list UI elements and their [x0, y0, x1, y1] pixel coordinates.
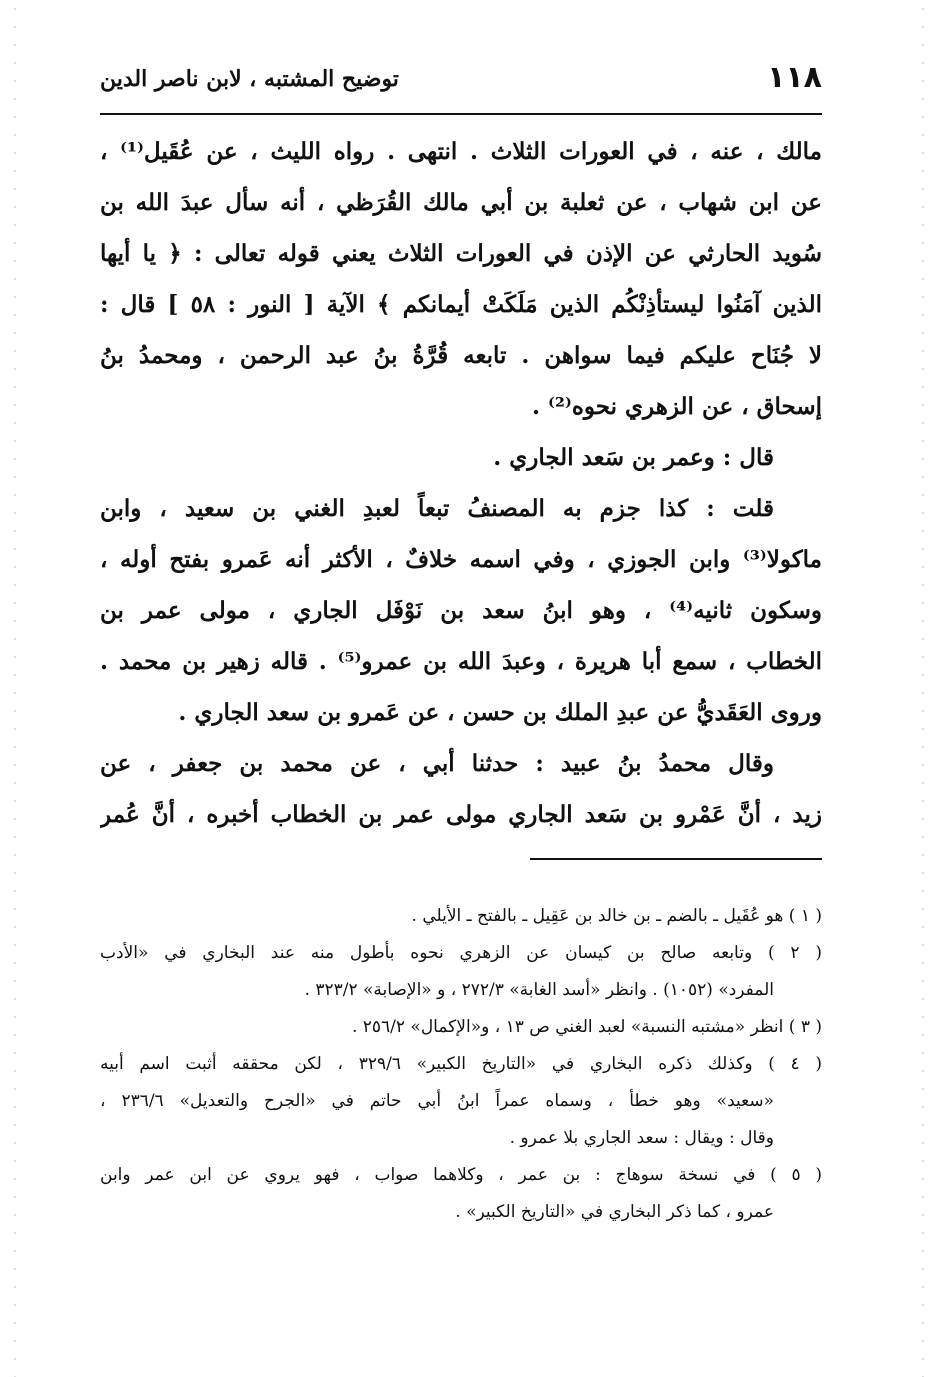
- text-line: وسكون ثانيه⁽⁴⁾ ، وهو ابنُ سعد بن نَوْفَل الجاري ، مولى عمر بن: [100, 597, 822, 624]
- footnote-line: ( ٣ ) انظر «مشتبه النسبة» لعبد الغني ص ١٣ ، و«الإكمال» ٢٥٦/٢ .: [351, 1017, 822, 1037]
- running-title: توضيح المشتبه ، لابن ناصر الدين: [100, 66, 399, 92]
- footnote-line: المفرد» (١٠٥٢) . وانظر «أسد الغابة» ٢٧٢/٣ ، و «الإصابة» ٣٢٣/٢ .: [304, 980, 774, 1000]
- footnote-line: ( ١ ) هو عُقَيل ـ بالضم ـ بن خالد بن عَقِيل ـ بالفتح ـ الأيلي .: [411, 906, 822, 926]
- footnotes: [100, 898, 822, 1231]
- text-line: الخطاب ، سمع أبا هريرة ، وعبدَ الله بن عمرو⁽⁵⁾ . قاله زهير بن محمد .: [100, 648, 822, 675]
- text-line: وقال محمدُ بنُ عبيد : حدثنا أبي ، عن محمد بن جعفر ، عن: [100, 750, 774, 777]
- text-line: إسحاق ، عن الزهري نحوه⁽²⁾ .: [532, 393, 822, 420]
- footnote-line: «سعيد» وهو خطأ ، وسماه عمراً ابنُ أبي حاتم في «الجرح والتعديل» ٢٣٦/٦ ،: [100, 1091, 774, 1111]
- footnote-rule: [530, 858, 822, 860]
- footnote-line: ( ٤ ) وكذلك ذكره البخاري في «التاريخ الكبير» ٣٢٩/٦ ، لكن محققه أثبت اسم أبيه: [100, 1054, 822, 1074]
- text-line: الذين آمَنُوا ليستأذِنْكُم الذين مَلَكَتْ أيمانكم ﴾ الآية [ النور : ٥٨ ] قال :: [100, 291, 822, 318]
- footnote-line: وقال : ويقال : سعد الجاري بلا عمرو .: [509, 1128, 774, 1148]
- text-line: مالك ، عنه ، في العورات الثلاث . انتهى . رواه الليث ، عن عُقَيل⁽¹⁾ ،: [100, 138, 822, 165]
- text-line: لا جُنَاح عليكم فيما سواهن . تابعه قُرَّةُ بنُ عبد الرحمن ، ومحمدُ بنُ: [100, 342, 822, 369]
- text-line: ماكولا⁽³⁾ وابن الجوزي ، وفي اسمه خلافٌ ، الأكثر أنه عَمرو بفتح أوله ،: [100, 546, 822, 573]
- scan-margin-right: [922, 0, 924, 1377]
- text-line: وروى العَقَديُّ عن عبدِ الملك بن حسن ، عن عَمرو بن سعد الجاري .: [178, 699, 822, 726]
- page-number: ١١٨: [767, 60, 822, 95]
- page-header: [100, 52, 822, 112]
- text-line: قال : وعمر بن سَعد الجاري .: [493, 444, 774, 471]
- text-line: قلت : كذا جزم به المصنفُ تبعاً لعبدِ الغني بن سعيد ، وابن: [100, 495, 774, 522]
- text-line: زيد ، أنَّ عَمْرو بن سَعد الجاري مولى عمر بن الخطاب أخبره ، أنَّ عُمر: [100, 801, 822, 828]
- text-line: سُويد الحارثي عن الإذن في العورات الثلاث يعني قوله تعالى : ﴿ يا أيها: [100, 240, 822, 267]
- header-rule: [100, 113, 822, 115]
- text-line: عن ابن شهاب ، عن ثعلبة بن أبي مالك القُرَظي ، أنه سأل عبدَ الله بن: [100, 189, 822, 216]
- footnote-line: ( ٢ ) وتابعه صالح بن كيسان عن الزهري نحوه بأطول منه عند البخاري في «الأدب: [100, 943, 822, 963]
- main-text: [100, 126, 822, 840]
- scan-margin-left: [14, 0, 16, 1377]
- footnote-line: ( ٥ ) في نسخة سوهاج : بن عمر ، وكلاهما صواب ، فهو يروي عن ابن عمر وابن: [100, 1165, 822, 1185]
- footnote-line: عمرو ، كما ذكر البخاري في «التاريخ الكبير» .: [455, 1202, 774, 1222]
